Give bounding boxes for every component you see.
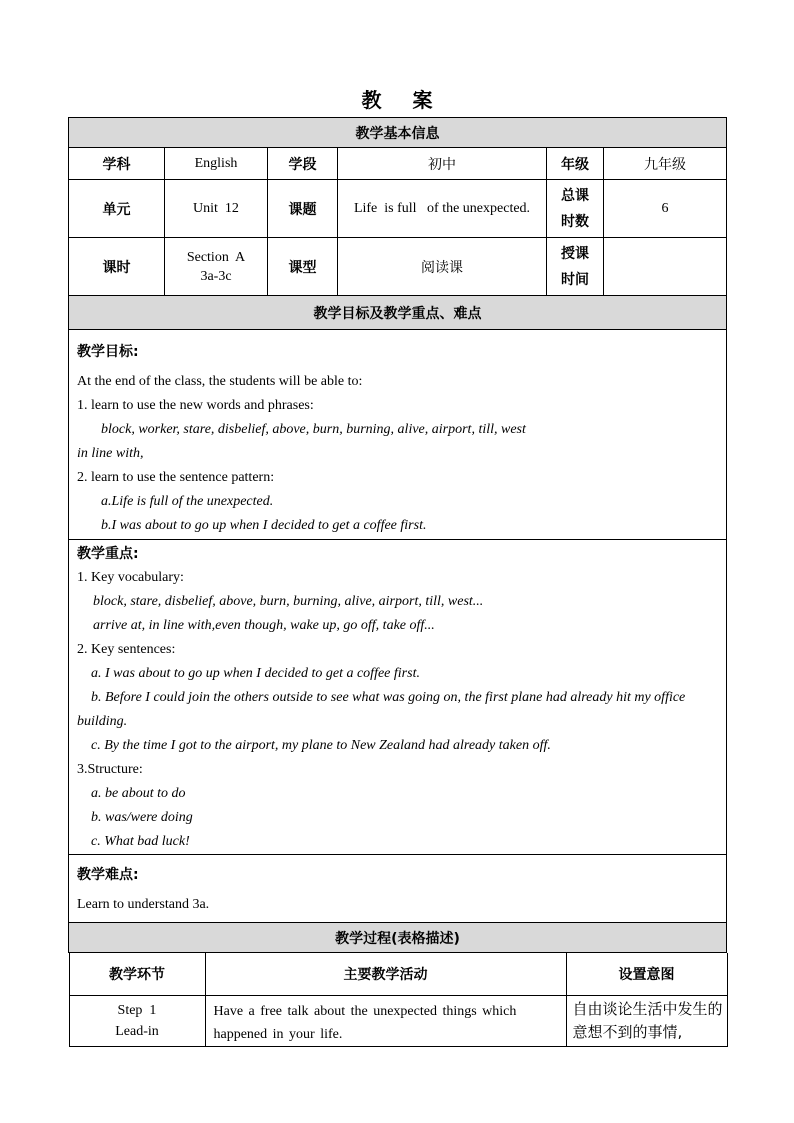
- goals-line: in line with,: [77, 446, 144, 461]
- difficulties-line: Learn to understand 3a.: [77, 897, 210, 912]
- process-subtable-wrapper: [69, 953, 727, 1047]
- topic-label: 课题: [268, 180, 338, 238]
- topic-value: Life is full of the unexpected.: [338, 180, 547, 238]
- process-step-name: Lead-in: [115, 1023, 159, 1039]
- key-points-line: c. What bad luck!: [91, 834, 190, 849]
- process-activity-cell: Have a free talk about the unexpected things which happened in your life.: [205, 995, 566, 1046]
- type-value: 阅读课: [338, 238, 547, 296]
- total-periods-label-line2: 时数: [561, 213, 589, 230]
- key-points-line: a. I was about to go up when I decided to get a coffee first.: [91, 666, 420, 681]
- key-points-line: b. Before I could join the others outside to see what was going on, the first plane had already hit my office building.: [77, 690, 686, 729]
- grade-value: 九年级: [604, 148, 727, 180]
- process-table: [69, 953, 728, 1047]
- process-intent-cell: 自由谈论生活中发生的意想不到的事情,: [566, 995, 727, 1046]
- key-points-cell: [69, 540, 727, 855]
- subject-row: [69, 148, 727, 180]
- key-points-line: 3.Structure:: [77, 762, 143, 777]
- goals-title: 教学目标:: [77, 344, 139, 360]
- key-points-line: 1. Key vocabulary:: [77, 570, 184, 585]
- goals-row: [69, 330, 727, 540]
- time-label: [547, 238, 604, 296]
- unit-label: 单元: [69, 180, 165, 238]
- lesson-plan-table: [68, 117, 727, 1047]
- goals-line: 1. learn to use the new words and phrases:: [77, 398, 314, 413]
- objectives-header-row: [69, 296, 727, 330]
- process-col-activity: 主要教学活动: [205, 953, 566, 995]
- goals-line: 2. learn to use the sentence pattern:: [77, 470, 275, 485]
- key-points-line: c. By the time I got to the airport, my plane to New Zealand had already taken off.: [91, 738, 551, 753]
- period-value: [165, 238, 268, 296]
- process-step-number: Step 1: [117, 1002, 157, 1018]
- process-col-intent: 设置意图: [566, 953, 727, 995]
- time-label-line1: 授课: [561, 245, 589, 262]
- stage-value: 初中: [338, 148, 547, 180]
- process-columns-row: [69, 953, 727, 995]
- goals-line: b.I was about to go up when I decided to get a coffee first.: [101, 518, 427, 533]
- difficulties-cell: [69, 855, 727, 923]
- key-points-line: a. be about to do: [91, 786, 186, 801]
- goals-cell: [69, 330, 727, 540]
- goals-line: a.Life is full of the unexpected.: [101, 494, 274, 509]
- page-title: 教 案: [361, 88, 445, 112]
- process-header: 教学过程(表格描述): [69, 923, 727, 953]
- key-points-line: block, stare, disbelief, above, burn, burning, alive, airport, till, west...: [93, 594, 484, 609]
- period-row: [69, 238, 727, 296]
- period-value-line1: Section A: [186, 249, 246, 265]
- goals-line: At the end of the class, the students will be able to:: [77, 374, 363, 389]
- time-label-line2: 时间: [561, 271, 589, 288]
- objectives-header: 教学目标及教学重点、难点: [69, 296, 727, 330]
- subject-value: English: [165, 148, 268, 180]
- process-step-cell: [69, 995, 205, 1046]
- goals-line: block, worker, stare, disbelief, above, burn, burning, alive, airport, till, west: [101, 422, 526, 437]
- difficulties-row: [69, 855, 727, 923]
- key-points-line: arrive at, in line with,even though, wake up, go off, take off...: [93, 618, 435, 633]
- grade-label: 年级: [547, 148, 604, 180]
- stage-label: 学段: [268, 148, 338, 180]
- period-label: 课时: [69, 238, 165, 296]
- time-value: [604, 238, 727, 296]
- process-col-step: 教学环节: [69, 953, 205, 995]
- process-row: [69, 953, 727, 1047]
- subject-label: 学科: [69, 148, 165, 180]
- basic-info-header-row: [69, 118, 727, 148]
- key-points-row: [69, 540, 727, 855]
- difficulties-title: 教学难点:: [77, 867, 139, 883]
- key-points-line: 2. Key sentences:: [77, 642, 176, 657]
- unit-value: Unit 12: [165, 180, 268, 238]
- process-step-row: [69, 995, 727, 1046]
- process-header-row: [69, 923, 727, 953]
- total-periods-value: 6: [604, 180, 727, 238]
- key-points-title: 教学重点:: [77, 546, 139, 562]
- type-label: 课型: [268, 238, 338, 296]
- key-points-line: b. was/were doing: [91, 810, 193, 825]
- total-periods-label-line1: 总课: [561, 187, 589, 204]
- unit-row: [69, 180, 727, 238]
- total-periods-label: [547, 180, 604, 238]
- period-value-line2: 3a-3c: [200, 268, 232, 284]
- basic-info-header: 教学基本信息: [69, 118, 727, 148]
